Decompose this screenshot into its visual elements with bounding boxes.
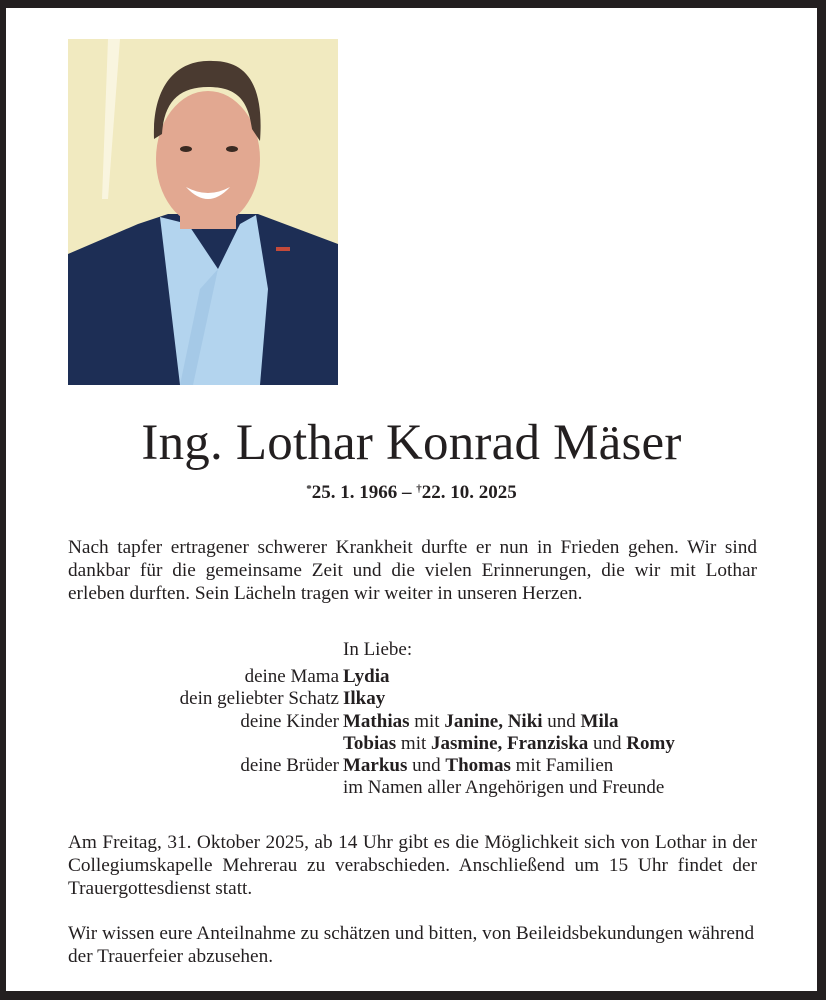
portrait-photo	[68, 39, 338, 385]
death-date: 22. 10. 2025	[421, 482, 517, 503]
mourners-list	[6, 666, 817, 800]
mourner-names	[343, 755, 613, 777]
mourner-name: Romy	[626, 732, 675, 754]
in-love-label: In Liebe:	[343, 639, 413, 660]
mourner-row	[6, 711, 817, 733]
birth-date: 25. 1. 1966	[311, 482, 398, 503]
date-separator: –	[397, 482, 417, 503]
mourner-name: Mathias	[343, 710, 410, 732]
relation-label: deine Kinder	[240, 710, 339, 732]
mourner-row	[6, 755, 817, 777]
mourner-name: Ilkay	[343, 688, 386, 710]
relation-label: dein geliebter Schatz	[179, 688, 339, 710]
mourner-row	[6, 666, 817, 688]
farewell-paragraph: Am Freitag, 31. Oktober 2025, ab 14 Uhr gibt es die Möglichkeit sich von Lothar in der Collegiumskapelle Mehrerau zu verabschieden. Anschließend um 15 Uhr findet der Trauergottesdienst statt.	[68, 832, 757, 899]
mourner-row	[6, 733, 817, 755]
mourner-name: Lydia	[343, 666, 390, 687]
mourner-names	[343, 711, 619, 733]
relation-label: deine Brüder	[240, 755, 339, 777]
connector-text: und	[588, 732, 627, 754]
connector-text: mit	[396, 732, 432, 754]
mourner-names	[343, 666, 389, 688]
deceased-name: Ing. Lothar Konrad Mäser	[141, 415, 682, 471]
connector-text: mit	[409, 710, 445, 732]
mourner-names	[343, 777, 664, 799]
mourner-name: Thomas	[445, 755, 511, 777]
obituary-card	[6, 8, 817, 991]
mourner-name: Janine, Niki	[444, 710, 543, 732]
connector-text: und	[542, 710, 581, 732]
mourner-name: Tobias	[343, 732, 397, 754]
mourner-name: Markus	[343, 755, 408, 777]
mourner-row	[6, 688, 817, 710]
mourner-name: Mila	[580, 710, 619, 732]
mourner-names	[343, 733, 675, 755]
condolence-note: Wir wissen eure Anteilnahme zu schätzen und bitten, von Beileidsbekundungen während der Trauerfeier abzusehen.	[68, 923, 755, 967]
connector-text: und	[407, 755, 446, 777]
mourner-row	[6, 777, 817, 799]
mourner-names	[343, 688, 385, 710]
mourner-name: Jasmine, Franziska	[431, 732, 589, 754]
death-cross-icon: †	[416, 483, 422, 495]
relation-label: deine Mama	[244, 666, 339, 687]
birth-asterisk-icon: *	[306, 483, 312, 495]
life-dates	[6, 477, 817, 505]
connector-text: im Namen aller Angehörigen und Freunde	[343, 777, 665, 799]
connector-text: mit Familien	[510, 755, 614, 777]
intro-paragraph: Nach tapfer ertragener schwerer Krankheit durfte er nun in Frieden gehen. Wir sind dankbar für die gemeinsame Zeit und die vielen Erinnerungen, die wir mit Lothar erleben durften. Sein Lächeln tragen wir weiter in unseren Herzen.	[68, 537, 757, 604]
